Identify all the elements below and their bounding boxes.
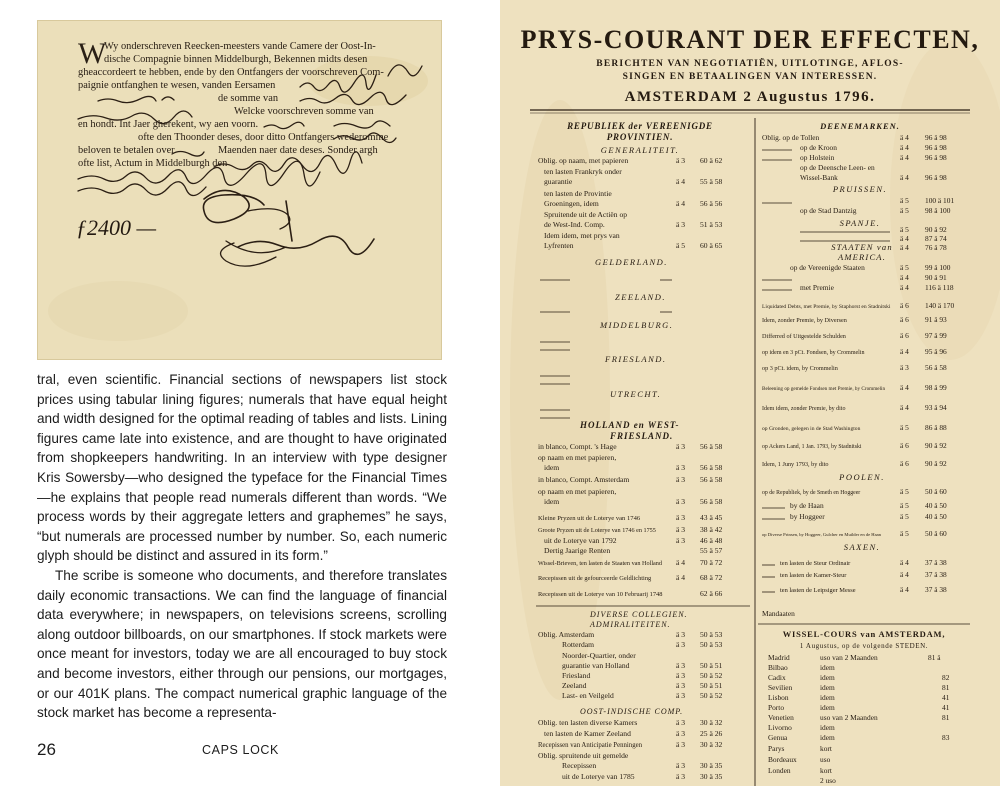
- wissel-rate: 81 ä: [928, 653, 941, 662]
- row-label: ten lasten Frankryk onder: [544, 167, 622, 176]
- row-rate: ä 4: [900, 133, 909, 142]
- row-rate: ä 5: [676, 241, 686, 250]
- row-rate: ä 4: [900, 234, 909, 243]
- row-rate: ä 5: [900, 206, 909, 215]
- section-heading: POOLEN.: [839, 472, 885, 482]
- row-rate: ä 6: [900, 331, 909, 340]
- price-list-scan: [500, 0, 1000, 786]
- row-rate: ä 4: [900, 243, 909, 252]
- row-rate: ä 3: [676, 661, 686, 670]
- row-rate: ä 5: [900, 423, 909, 432]
- row-rate: ä 3: [676, 513, 686, 522]
- row-label: Oblig. op naam, met papieren: [538, 156, 629, 165]
- price-list-title: PRYS-COURANT DER EFFECTEN,: [520, 25, 980, 54]
- row-rate: ä 5: [900, 196, 909, 205]
- wissel-city: Londen: [768, 766, 791, 775]
- row-label: Kleine Pryzen uit de Loterye van 1746: [538, 515, 641, 522]
- row-rate: ä 3: [676, 525, 686, 534]
- wissel-rate: 41: [942, 693, 950, 702]
- wissel-city: Livorno: [768, 723, 792, 732]
- row-label: in blanco, Compt. 's Hage: [538, 442, 617, 451]
- row-price: 40 ä 50: [925, 512, 947, 521]
- row-price: 56 ä 58: [700, 497, 723, 506]
- row-label: Groeningen, idem: [544, 199, 599, 208]
- row-price: 38 ä 42: [700, 525, 723, 534]
- wissel-term: kort: [820, 766, 832, 775]
- row-label: op de Republiek, by de Smeth en Hoggeer: [762, 490, 861, 496]
- row-label: op 3 pCt. idem, by Crommelin: [762, 365, 838, 372]
- mandaten-label: Mandaaten: [762, 609, 795, 618]
- row-label: ten lasten de Kamer Zeeland: [544, 729, 631, 738]
- wissel-city: Lisbon: [768, 693, 789, 702]
- section-heading: STAATEN van: [831, 242, 893, 252]
- row-label: Wissel-Brieven, ten lasten de Staaten van Holland: [538, 560, 662, 567]
- row-label: Idem idem, zonder Premie, by dito: [762, 406, 846, 412]
- row-label: Friesland: [562, 671, 591, 680]
- row-price: 90 ä 92: [925, 225, 947, 234]
- row-label: op Holstein: [800, 153, 835, 162]
- row-rate: ä 3: [676, 761, 686, 770]
- row-price: 51 ä 53: [700, 220, 723, 229]
- row-price: 50 ä 53: [700, 630, 723, 639]
- section-heading: DIVERSE COLLEGIEN.: [590, 610, 688, 619]
- row-price: 37 ä 38: [925, 585, 947, 594]
- row-label: idem: [544, 497, 560, 506]
- row-price: 30 ä 35: [700, 772, 723, 781]
- row-price: 96 ä 98: [925, 153, 947, 162]
- row-price: 50 ä 51: [700, 661, 723, 670]
- receipt-line: Welcke voorschreven somme van: [234, 106, 374, 117]
- row-label: met Premie: [800, 283, 834, 292]
- row-label: Beleening op gemelde Fondsen met Premie, by Crommelin: [762, 386, 886, 392]
- section-heading: GELDERLAND.: [595, 257, 668, 267]
- wissel-term: idem: [820, 723, 835, 732]
- row-rate: ä 5: [900, 512, 909, 521]
- row-price: 95 ä 96: [925, 347, 947, 356]
- wissel-term: idem: [820, 703, 835, 712]
- running-head: CAPS LOCK: [202, 743, 279, 757]
- row-rate: ä 4: [676, 199, 686, 208]
- row-rate: ä 3: [676, 640, 686, 649]
- wissel-city: Madrid: [768, 653, 790, 662]
- row-price: 30 ä 35: [700, 761, 723, 770]
- row-label: ten lasten de Kamer-Steur: [780, 572, 847, 579]
- receipt-line: gheaccordeert te hebben, ende by den Ontfangers der voorschreven Com-: [78, 67, 384, 78]
- wissel-city: Genua: [768, 733, 788, 742]
- row-rate: ä 4: [900, 143, 909, 152]
- section-heading: AMERICA.: [837, 252, 887, 262]
- row-rate: ä 4: [900, 153, 909, 162]
- wissel-city: Sevilien: [768, 683, 793, 692]
- row-price: 30 ä 32: [700, 718, 723, 727]
- row-price: 37 ä 38: [925, 570, 947, 579]
- paragraph: The scribe is someone who documents, and therefore translates daily economic transactions. We can find the language of financial data everywhere; in newspapers, on televisions screens, scrolling along outdoor billboards, on our smartphones. If stock markets were once meant for investors, today we are all encouraged to buy stock and become investors, either through our pensions, our mortgages, or our 401K plans. The compact numerical graphic language of the stock market has become a representa-: [37, 567, 447, 721]
- row-rate: ä 5: [900, 487, 909, 496]
- section-heading: MIDDELBURG.: [600, 320, 674, 330]
- row-rate: ä 3: [676, 156, 686, 165]
- row-rate: ä 4: [900, 283, 909, 292]
- row-rate: ä 5: [900, 501, 909, 510]
- row-label: Oblig. op de Tollen: [762, 133, 820, 142]
- row-price: 93 ä 94: [925, 403, 947, 412]
- row-rate: ä 4: [900, 273, 909, 282]
- receipt-line: ofte den Thoonder deses, door ditto Ontfangers wederomme: [138, 132, 389, 143]
- wissel-city: Cadix: [768, 673, 786, 682]
- row-price: 50 ä 60: [925, 487, 947, 496]
- row-rate: ä 3: [676, 681, 686, 690]
- row-rate: ä 3: [676, 220, 686, 229]
- row-label: Recepissen: [562, 761, 597, 770]
- row-rate: ä 3: [900, 363, 909, 372]
- section-heading: HOLLAND en WEST-: [580, 420, 680, 430]
- row-price: 90 ä 92: [925, 441, 947, 450]
- row-label: Idem, zonder Premie, by Diversen: [762, 317, 847, 324]
- row-price: 56 ä 58: [925, 363, 947, 372]
- row-label: op Gronden, gelegen in de Stad Washington: [762, 426, 861, 432]
- row-price: 60 ä 62: [700, 156, 723, 165]
- row-label: op de Deensche Leen- en: [800, 163, 875, 172]
- price-list-subtitle: BERICHTEN VAN NEGOTIATIËN, UITLOTINGE, AFLOS-: [596, 59, 904, 69]
- receipt-line: dische Compagnie binnen Middelburgh, Bekennen midts desen: [104, 54, 368, 65]
- section-heading: DEENEMARKEN.: [820, 121, 900, 131]
- row-label: Groote Pryzen uit de Loterye van 1746 en 1755: [538, 527, 656, 534]
- row-label: Idem idem, met prys van: [544, 231, 620, 240]
- price-list-subtitle: SINGEN EN BETAALINGEN VAN INTERESSEN.: [622, 72, 878, 82]
- section-heading: PRUISSEN.: [832, 184, 888, 194]
- row-label: Lyfrenten: [544, 241, 574, 250]
- row-price: 98 ä 100: [925, 206, 951, 215]
- row-rate: ä 5: [900, 263, 909, 272]
- row-label: ten lasten de Provintie: [544, 189, 612, 198]
- row-rate: ä 4: [676, 573, 686, 582]
- row-rate: ä 4: [676, 558, 686, 567]
- row-price: 140 ä 170: [925, 301, 955, 310]
- row-label: ten lasten de Steur Ordinair: [780, 560, 851, 567]
- row-price: 30 ä 32: [700, 740, 723, 749]
- section-heading: ADMIRALITEITEN.: [590, 620, 671, 629]
- row-price: 96 ä 98: [925, 173, 947, 182]
- row-rate: ä 4: [900, 383, 909, 392]
- section-heading: FRIESLAND.: [605, 354, 667, 364]
- row-label: Recepissen uit de gefourceerde Geldlichting: [538, 575, 652, 582]
- row-label: op naam en met papieren,: [538, 487, 617, 496]
- row-label: uit de Loterye van 1785: [562, 772, 635, 781]
- wissel-rate: 41: [942, 703, 950, 712]
- row-price: 68 ä 72: [700, 573, 723, 582]
- wissel-rate: 82: [942, 673, 950, 682]
- row-rate: ä 3: [676, 772, 686, 781]
- row-label: Spruitende uit de Actiën op: [544, 210, 628, 219]
- row-rate: ä 4: [900, 558, 909, 567]
- row-price: 56 ä 56: [700, 199, 723, 208]
- wissel-term: uso van 2 Maanden: [820, 653, 878, 662]
- body-text: [37, 370, 447, 723]
- row-price: 40 ä 50: [925, 501, 947, 510]
- row-price: 116 ä 118: [925, 283, 954, 292]
- row-price: 97 ä 99: [925, 331, 947, 340]
- wissel-term: 2 uso: [820, 776, 836, 785]
- row-rate: ä 3: [676, 729, 686, 738]
- row-label: op idem en 3 pCt. Fondsen, by Crommelin: [762, 350, 865, 356]
- section-heading: UTRECHT.: [610, 389, 662, 399]
- row-price: 43 ä 45: [700, 513, 723, 522]
- row-label: Differred of Uitgestelde Schulden: [762, 333, 846, 340]
- row-price: 87 ä 74: [925, 234, 947, 243]
- receipt-amount: ƒ2400 —: [76, 215, 157, 240]
- row-price: 96 ä 98: [925, 133, 947, 142]
- row-price: 56 ä 58: [700, 475, 723, 484]
- row-label: by Hoggeer: [790, 512, 825, 521]
- page-number: 26: [37, 740, 56, 759]
- wissel-term: idem: [820, 663, 835, 672]
- wissel-city: Porto: [768, 703, 785, 712]
- row-label: de West-Ind. Comp.: [544, 220, 605, 229]
- wissel-rate: 83: [942, 733, 950, 742]
- section-heading: 1 Augustus, op de volgende STEDEN.: [799, 642, 929, 650]
- row-price: 55 ä 58: [700, 177, 723, 186]
- svg-text:W: W: [78, 37, 107, 70]
- row-rate: ä 6: [900, 441, 909, 450]
- row-label: Oblig. ten lasten diverse Kamers: [538, 718, 638, 727]
- wissel-term: uso: [820, 755, 831, 764]
- wissel-city: Parys: [768, 744, 785, 753]
- section-heading: SPANJE.: [839, 218, 881, 228]
- row-rate: ä 3: [676, 497, 686, 506]
- row-label: guarantie van Holland: [562, 661, 630, 670]
- row-rate: ä 3: [676, 536, 686, 545]
- row-label: ten lasten de Leipsiger Messe: [780, 587, 856, 594]
- row-price: 98 ä 99: [925, 383, 947, 392]
- row-rate: ä 4: [900, 347, 909, 356]
- row-label: Oblig. Amsterdam: [538, 630, 595, 639]
- row-price: 76 ä 78: [925, 243, 947, 252]
- row-label: op Diverse Prinsen, by Hoggeer, Gulcher en Muilder en de Haan: [762, 532, 881, 537]
- row-label: op de Stad Dantzig: [800, 206, 857, 215]
- historical-receipt-image: [37, 20, 442, 360]
- row-rate: ä 3: [676, 475, 686, 484]
- wissel-term: kort: [820, 744, 832, 753]
- row-price: 55 ä 57: [700, 546, 723, 555]
- wissel-term: uso van 2 Maanden: [820, 713, 878, 722]
- row-rate: ä 5: [900, 225, 909, 234]
- row-label: Noorder-Quartier, onder: [562, 651, 636, 660]
- row-price: 46 ä 48: [700, 536, 723, 545]
- row-label: Dertig Jaarige Renten: [544, 546, 611, 555]
- row-label: Recepissen van Anticipatie Penningen: [538, 742, 643, 749]
- section-heading: OOST-INDISCHE COMP.: [580, 707, 684, 716]
- receipt-line: ofte list, Actum in Middelburgh den: [78, 158, 228, 169]
- wissel-rate: 81: [942, 683, 950, 692]
- wissel-city: Venetien: [768, 713, 794, 722]
- row-rate: ä 6: [900, 315, 909, 324]
- receipt-line: beloven te betalen over: [78, 145, 175, 156]
- section-heading: FRIESLAND.: [610, 431, 674, 441]
- price-list-date: AMSTERDAM 2 Augustus 1796.: [624, 89, 876, 105]
- section-heading: PROVINTIEN.: [606, 132, 674, 142]
- paragraph: tral, even scientific. Financial sections of newspapers list stock prices using tabular lining figures; numerals that have equal height and width designed for the optimal reading of tables and lists. Lining figures came late into existence, and are thought to have originated from shopkeepers handwriting. In an interview with type designer Kris Sowersby—who designed the typeface for the Financial Times—he explains that people read numerals different than words. “We process words by their aggregate letters and graphemes” he says, “but numerals are processed number by number. So, each numeric glyph should be distinct and assured in its form.”: [37, 372, 447, 564]
- row-label: idem: [544, 463, 560, 472]
- row-label: Wissel-Bank: [800, 173, 838, 182]
- row-label: op Ackers Land, 1 Jan. 1793, by Stadnitski: [762, 444, 862, 450]
- row-price: 62 ä 66: [700, 589, 723, 598]
- row-rate: ä 3: [676, 718, 686, 727]
- row-label: guarantie: [544, 177, 573, 186]
- row-price: 96 ä 98: [925, 143, 947, 152]
- row-price: 50 ä 52: [700, 671, 723, 680]
- wissel-term: idem: [820, 683, 835, 692]
- row-label: op de Kroon: [800, 143, 837, 152]
- row-price: 86 ä 88: [925, 423, 947, 432]
- section-heading: SAXEN.: [843, 542, 881, 552]
- row-rate: ä 3: [676, 671, 686, 680]
- row-label: Rotterdam: [562, 640, 595, 649]
- row-price: 56 ä 58: [700, 442, 723, 451]
- row-rate: ä 4: [900, 173, 909, 182]
- row-rate: ä 6: [900, 459, 909, 468]
- row-price: 50 ä 51: [700, 681, 723, 690]
- row-rate: ä 4: [900, 570, 909, 579]
- row-label: uit de Loterye van 1792: [544, 536, 617, 545]
- row-rate: ä 3: [676, 630, 686, 639]
- row-price: 91 ä 93: [925, 315, 947, 324]
- section-heading: REPUBLIEK der VEREENIGDE: [567, 121, 713, 131]
- row-label: Idem, 1 Juny 1793, by dito: [762, 461, 829, 468]
- row-rate: ä 4: [900, 585, 909, 594]
- row-price: 90 ä 91: [925, 273, 947, 282]
- row-rate: ä 6: [900, 301, 909, 310]
- row-price: 100 ä 101: [925, 196, 955, 205]
- receipt-line: Wy onderschreven Reecken-meesters vande Camere der Oost-In-: [104, 41, 376, 52]
- row-rate: ä 3: [676, 442, 686, 451]
- row-price: 60 ä 65: [700, 241, 723, 250]
- row-rate: ä 4: [676, 177, 686, 186]
- row-label: op de Vereenigde Staaten: [790, 263, 865, 272]
- row-price: 37 ä 38: [925, 558, 947, 567]
- row-price: 90 ä 92: [925, 459, 947, 468]
- wissel-term: idem: [820, 673, 835, 682]
- section-heading: ZEELAND.: [615, 292, 666, 302]
- row-price: 25 ä 26: [700, 729, 723, 738]
- row-label: in blanco, Compt. Amsterdam: [538, 475, 630, 484]
- wissel-term: idem: [820, 733, 835, 742]
- row-price: 99 ä 100: [925, 263, 951, 272]
- row-label: Zeeland: [562, 681, 587, 690]
- row-label: Recepissen uit de Loterye van 10 Februarij 1748: [538, 591, 663, 598]
- row-rate: ä 3: [676, 463, 686, 472]
- row-rate: ä 5: [900, 529, 909, 538]
- section-heading: WISSEL-COURS van AMSTERDAM,: [782, 629, 946, 639]
- row-label: Liquidated Debts, met Premie, by Staphorst en Stadnitski: [762, 304, 891, 310]
- row-rate: ä 3: [676, 691, 686, 700]
- row-rate: ä 3: [676, 740, 686, 749]
- row-price: 50 ä 60: [925, 529, 947, 538]
- row-price: 70 ä 72: [700, 558, 723, 567]
- row-label: by de Haan: [790, 501, 824, 510]
- receipt-line: paignie ontfanghen te wesen, vanden Eersamen: [78, 80, 276, 91]
- section-heading: GENERALITEIT.: [600, 145, 680, 155]
- wissel-term: idem: [820, 693, 835, 702]
- receipt-line: en hondt. Int Jaer gherekent, wy aen voorn.: [78, 119, 259, 130]
- row-price: 50 ä 52: [700, 691, 723, 700]
- row-label: op naam en met papieren,: [538, 453, 617, 462]
- row-label: Oblig. spruitende uit gemelde: [538, 751, 629, 760]
- row-label: Last- en Veilgeld: [562, 691, 614, 700]
- wissel-city: Bordeaux: [768, 755, 797, 764]
- row-rate: ä 4: [900, 403, 909, 412]
- row-price: 56 ä 58: [700, 463, 723, 472]
- row-price: 50 ä 53: [700, 640, 723, 649]
- wissel-rate: 81: [942, 713, 950, 722]
- wissel-city: Bilbao: [768, 663, 788, 672]
- receipt-line: de somme van: [218, 93, 279, 104]
- receipt-line: Maenden naer date deses. Sonder argh: [218, 145, 378, 156]
